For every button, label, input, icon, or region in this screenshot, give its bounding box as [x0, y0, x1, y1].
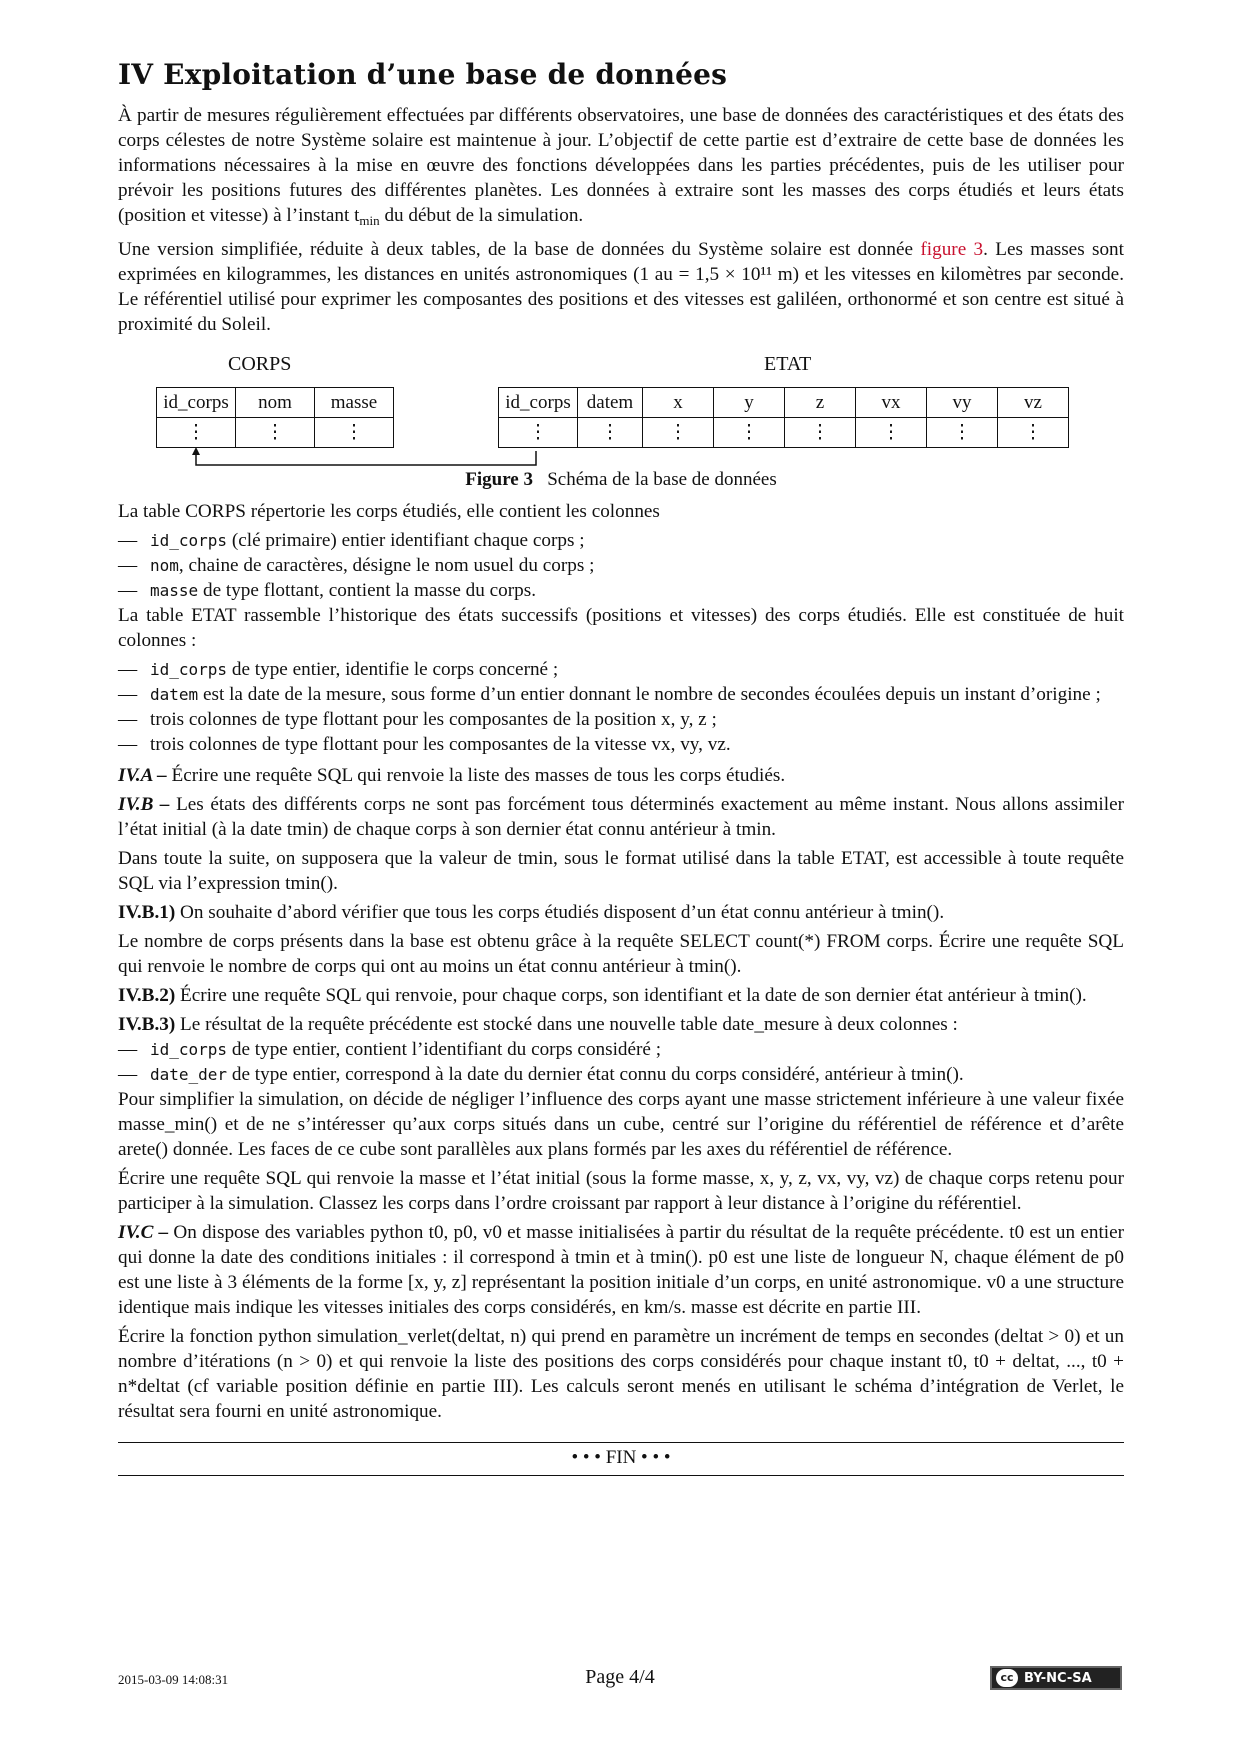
etat-col: z: [785, 388, 856, 418]
etat-cell: ⋮: [785, 418, 856, 448]
question-IVB3-detail: Pour simplifier la simulation, on décide de négliger l’influence des corps ayant une masse strictement inférieure à une valeur fixée masse_min() et de ne s’intéresser qu’aux corps situés dans un cube, centré sur l’origine du référentiel de référence et d’arête arete() donnée. Les faces de ce cube sont parallèles aux plans formés par les axes du référentiel de référence.: [118, 1089, 1124, 1160]
list-item: — nom, chaine de caractères, désigne le nom usuel du corps ;: [118, 553, 1124, 578]
date-mesure-columns-list: [118, 1037, 1124, 1087]
page-number: Page 4/4: [585, 1666, 655, 1688]
etat-cell: ⋮: [927, 418, 998, 448]
intro-paragraph-1: À partir de mesures régulièrement effectuées par différents observatoires, une base de données des caractéristiques et des états des corps célestes de notre Système solaire est maintenue à jour. L’objectif de cette partie est d’extraire de cette base de données les informations nécessaires à la mise en œuvre des fonctions développées dans les parties précédentes, puis de les utiliser pour prévoir les positions futures des différentes planètes. Les données à extraire sont les masses des corps étudiés et leurs états (position et vitesse) à l’instant $t_{min}$ du début de la simulation.: [118, 105, 1124, 228]
foreign-key-arrow: [178, 447, 558, 469]
footer-date: 2015-03-09 14:08:31: [118, 1672, 229, 1687]
cc-icon: cc: [996, 1669, 1018, 1687]
list-item: — id_corps de type entier, contient l’identifiant du corps considéré ;: [118, 1037, 1124, 1062]
question-IVB3-task: Écrire une requête SQL qui renvoie la masse et l’état initial (sous la forme masse, x, y, z, vx, vy, vz) de chaque corps retenu pour participer à la simulation. Classez les corps dans l’ordre croissant par rapport à leur distance à l’origine du référentiel.: [118, 1168, 1124, 1214]
etat-cell: ⋮: [499, 418, 578, 448]
etat-columns-list: [118, 657, 1124, 757]
question-IVB: IV.B – Les états des différents corps ne sont pas forcément tous déterminés exactement au même instant. Nous allons assimiler l’état initial (à la date tmin) de chaque corps à son dernier état connu antérieur à tmin.: [118, 794, 1124, 840]
etat-col: y: [714, 388, 785, 418]
etat-cell: ⋮: [714, 418, 785, 448]
list-item: — id_corps de type entier, identifie le corps concerné ;: [118, 657, 1124, 682]
figure-link[interactable]: figure 3: [920, 239, 984, 260]
etat-table: [498, 387, 1069, 448]
intro-paragraph-2: Une version simplifiée, réduite à deux tables, de la base de données du Système solaire est donnée figure 3. Les masses sont exprimées en kilogrammes, les distances en unités astronomiques (1 au = 1,5 × 10¹¹ m) et les vitesses en kilomètres par seconde. Le référentiel utilisé pour exprimer les composantes des positions et des vitesses est galiléen, orthonormé et son centre est situé à proximité du Soleil.: [118, 239, 1124, 335]
corps-cell: ⋮: [236, 418, 315, 448]
list-item: — trois colonnes de type flottant pour les composantes de la vitesse vx, vy, vz.: [118, 732, 1124, 757]
corps-cell: ⋮: [157, 418, 236, 448]
list-item: — id_corps (clé primaire) entier identifiant chaque corps ;: [118, 528, 1124, 553]
corps-col: id_corps: [157, 388, 236, 418]
etat-col: vz: [998, 388, 1069, 418]
database-schema: [118, 345, 1124, 463]
corps-description: La table CORPS répertorie les corps étudiés, elle contient les colonnes: [118, 501, 660, 522]
etat-col: x: [643, 388, 714, 418]
question-IVB-note: Dans toute la suite, on supposera que la valeur de tmin, sous le format utilisé dans la table ETAT, est accessible à toute requête SQL via l’expression tmin().: [118, 848, 1124, 894]
question-IVB3: IV.B.3) Le résultat de la requête précédente est stocké dans une nouvelle table date_mesure à deux colonnes :: [118, 1014, 958, 1035]
question-IVB1-detail: Le nombre de corps présents dans la base est obtenu grâce à la requête SELECT count(*) FROM corps. Écrire une requête SQL qui renvoie le nombre de corps qui ont au moins un état connu antérieur à tmin().: [118, 931, 1124, 977]
end-marker: • • • FIN • • •: [118, 1443, 1124, 1476]
corps-table: [156, 387, 394, 448]
etat-cell: ⋮: [856, 418, 927, 448]
license-badge: cc BY-NC-SA: [990, 1666, 1122, 1690]
list-item: — date_der de type entier, correspond à la date du dernier état connu du corps considéré, antérieur à tmin().: [118, 1062, 1124, 1087]
corps-col: nom: [236, 388, 315, 418]
corps-col: masse: [315, 388, 394, 418]
corps-table-name: CORPS: [228, 353, 292, 375]
etat-col: id_corps: [499, 388, 578, 418]
etat-col: vx: [856, 388, 927, 418]
corps-columns-list: [118, 528, 1124, 603]
question-IVA: IV.A – Écrire une requête SQL qui renvoie la liste des masses de tous les corps étudiés.: [118, 765, 786, 786]
etat-cell: ⋮: [643, 418, 714, 448]
list-item: — trois colonnes de type flottant pour les composantes de la position x, y, z ;: [118, 707, 1124, 732]
etat-col: vy: [927, 388, 998, 418]
figure-caption: Figure 3 Schéma de la base de données: [465, 469, 777, 490]
etat-cell: ⋮: [578, 418, 643, 448]
list-item: — masse de type flottant, contient la masse du corps.: [118, 578, 1124, 603]
question-IVB1: IV.B.1) On souhaite d’abord vérifier que tous les corps étudiés disposent d’un état connu antérieur à tmin().: [118, 902, 945, 923]
question-IVC-task: Écrire la fonction python simulation_verlet(deltat, n) qui prend en paramètre un incrément de temps en secondes (deltat > 0) et un nombre d’itérations (n > 0) et qui renvoie la liste des positions des corps considérés pour chaque instant t0, t0 + deltat, ..., t0 + n*deltat (cf variable position définie en partie III). Les calculs seront menés en utilisant le schéma d’intégration de Verlet, le résultat sera fourni en unité astronomique.: [118, 1326, 1124, 1422]
section-title: IV Exploitation d’une base de données: [118, 58, 728, 91]
list-item: — datem est la date de la mesure, sous forme d’un entier donnant le nombre de secondes écoulées depuis un instant d’origine ;: [118, 682, 1124, 707]
etat-cell: ⋮: [998, 418, 1069, 448]
question-IVB2: IV.B.2) Écrire une requête SQL qui renvoie, pour chaque corps, son identifiant et la date de son dernier état antérieur à tmin().: [118, 985, 1087, 1006]
question-IVC: IV.C – On dispose des variables python t0, p0, v0 et masse initialisées à partir du résultat de la requête précédente. t0 est un entier qui donne la date des conditions initiales : il correspond à tmin et à tmin(). p0 est une liste de longueur N, chaque élément de p0 est une liste à 3 éléments de la forme [x, y, z] représentant la position initiale d’un corps, en unité astronomique. v0 a une structure identique mais indique les vitesses initiales des corps considérés, en km/s. masse est décrite en partie III.: [118, 1222, 1125, 1318]
etat-table-name: ETAT: [764, 353, 812, 375]
etat-description: La table ETAT rassemble l’historique des états successifs (positions et vitesses) des corps étudiés. Elle est constituée de huit colonnes :: [118, 605, 1124, 651]
corps-cell: ⋮: [315, 418, 394, 448]
page-content: [118, 58, 1124, 1476]
etat-col: datem: [578, 388, 643, 418]
